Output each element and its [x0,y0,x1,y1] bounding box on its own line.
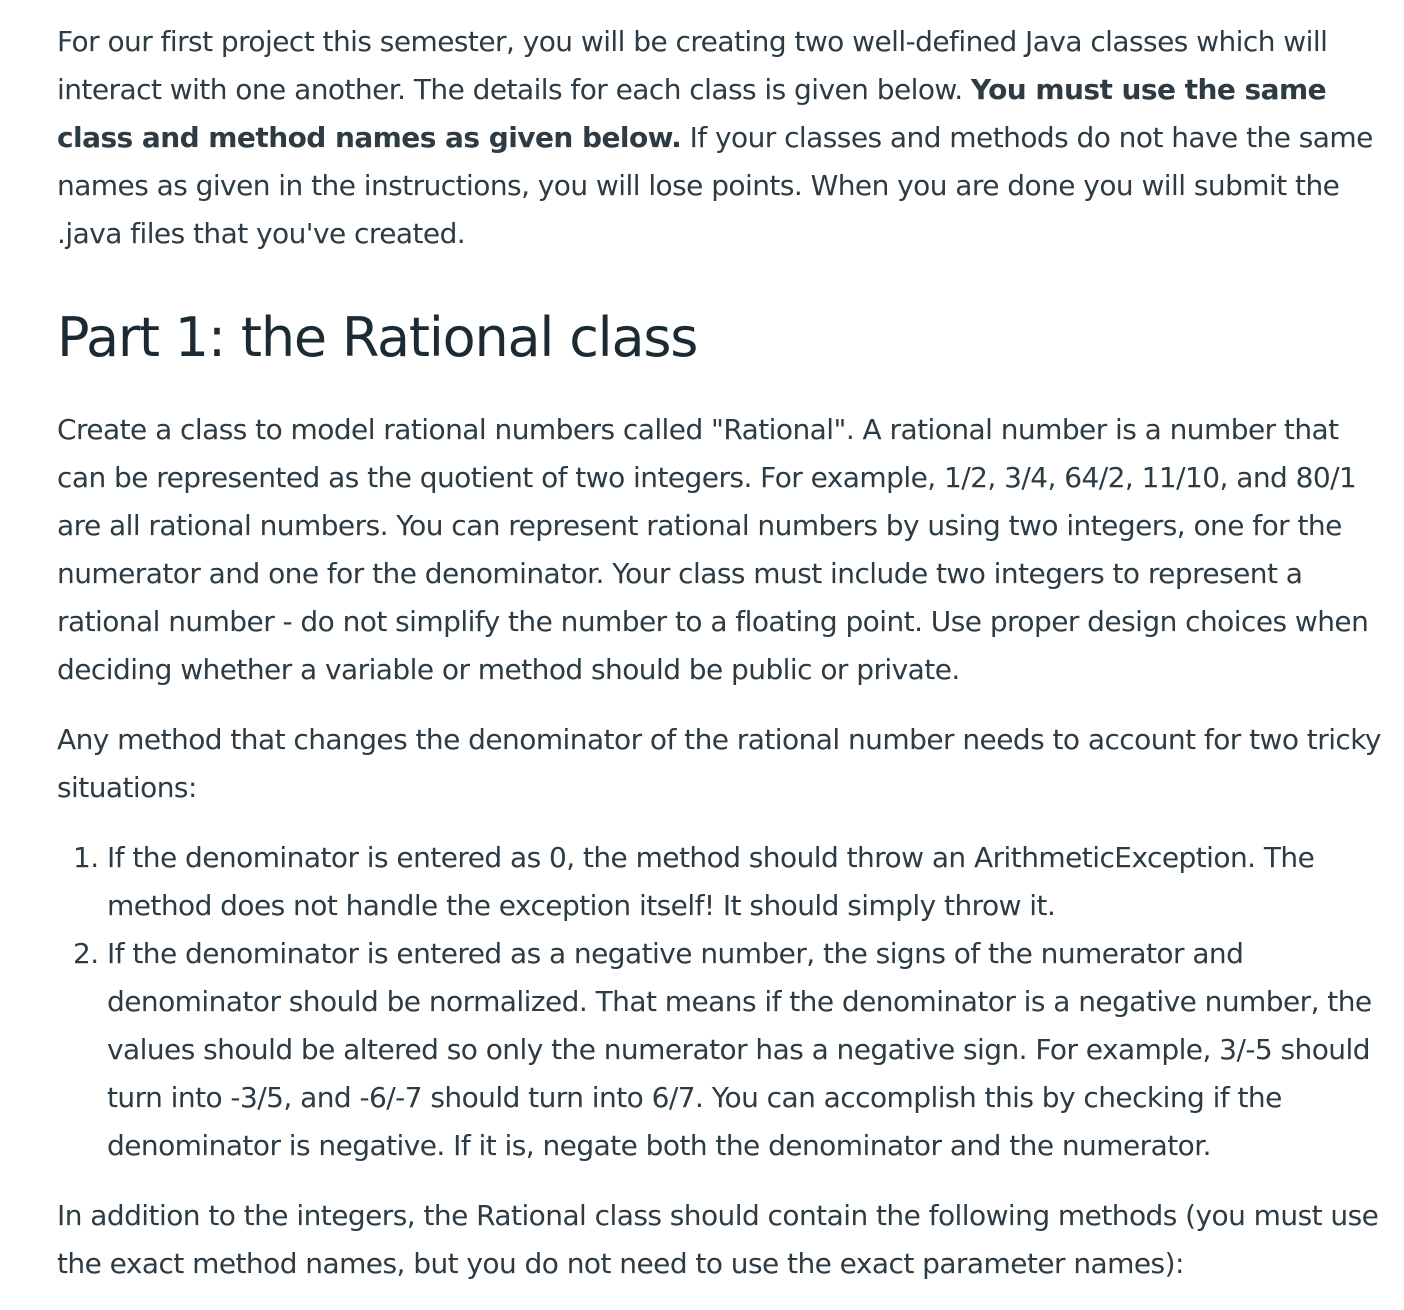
section-heading: Part 1: the Rational class [57,306,698,369]
tricky-situations-list [57,834,1392,1170]
rational-description-paragraph: Create a class to model rational numbers called "Rational". A rational number is a number that can be represented as the quotient of two integers. For example, 1/2, 3/4, 64/2, 11/10, and 80/1 are all rational numbers. You can represent rational numbers by using two integers, one for the numerator and one for the denominator. Your class must include two integers to represent a rational number - do not simplify the number to a floating point. Use proper design choices when deciding whether a variable or method should be public or private. [57,413,1369,686]
intro-text-2: If your classes and methods do not have the same names as given in the instructions, you will lose points. When you are done you will submit the .java files that you've created. [57,121,1373,250]
methods-intro-paragraph: In addition to the integers, the Rational class should contain the following methods (you must use the exact method names, but you do not need to use the exact parameter names): [57,1199,1379,1280]
assignment-content [57,18,1392,1310]
intro-bold-requirement: You must use the same class and method names as given below. [57,73,1327,154]
intro-text-1: For our first project this semester, you will be creating two well-defined Java classes which will interact with one another. The details for each class is given below. [57,25,1328,106]
intro-paragraph [57,18,1392,258]
list-item-zero-denominator: 1. If the denominator is entered as 0, the method should throw an ArithmeticException. The method does not handle the exception itself! It should simply throw it. [107,834,1392,930]
denominator-situations-paragraph: Any method that changes the denominator of the rational number needs to account for two tricky situations: [57,723,1381,804]
list-item-negative-denominator: 2. If the denominator is entered as a negative number, the signs of the numerator and denominator should be normalized. That means if the denominator is a negative number, the values should be altered so only the numerator has a negative sign. For example, 3/-5 should turn into -3/5, and -6/-7 should turn into 6/7. You can accomplish this by checking if the denominator is negative. If it is, negate both the denominator and the numerator. [107,930,1392,1170]
